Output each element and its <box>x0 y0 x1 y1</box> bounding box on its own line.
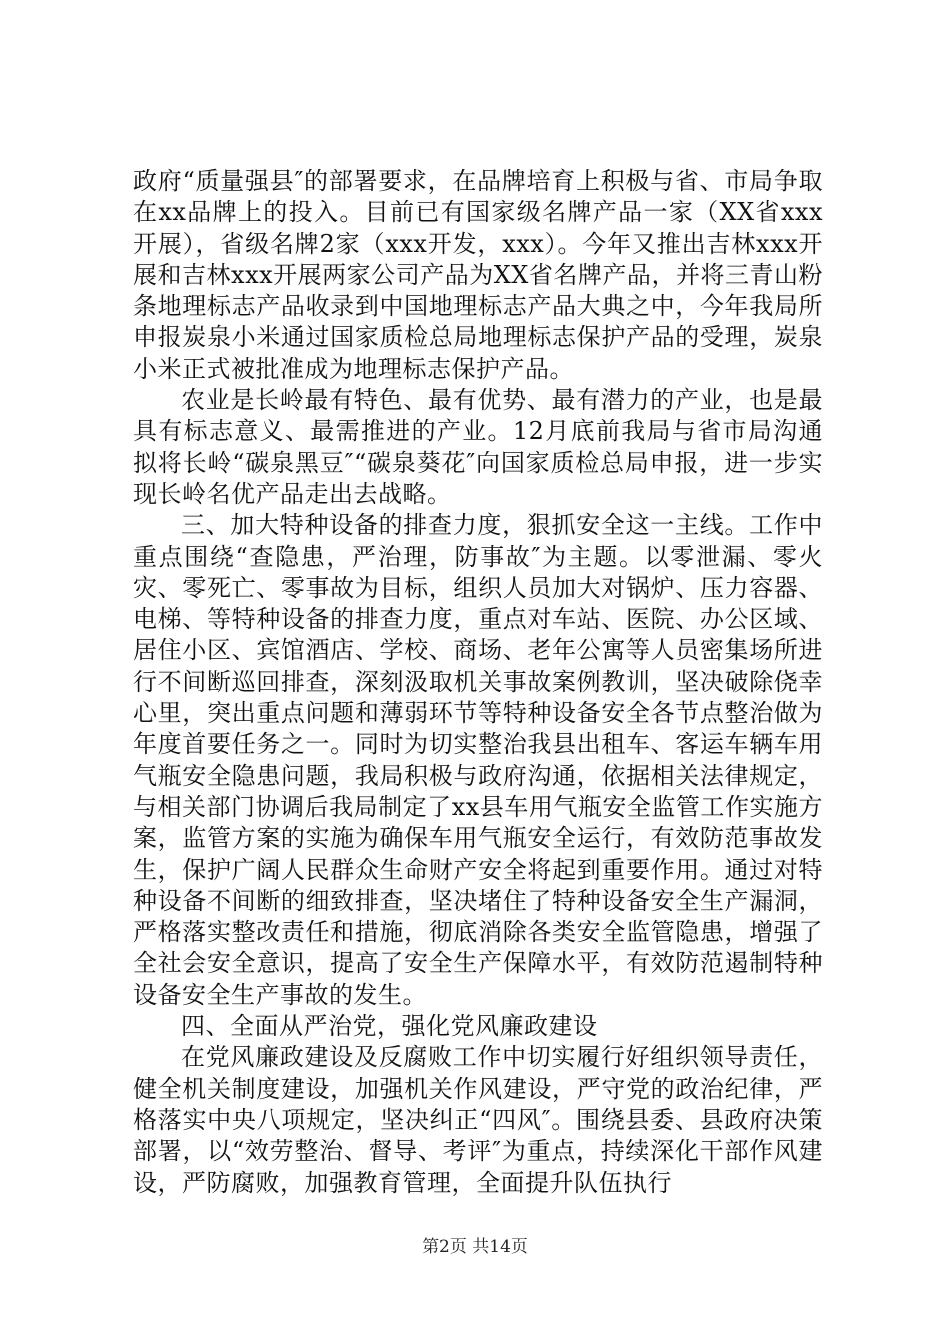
page-number-footer: 第2页 共14页 <box>422 1237 528 1257</box>
section-heading-party-building: 四、全面从严治党，强化党风廉政建设 <box>181 1012 598 1041</box>
paragraph-brand-cultivation: 政府“质量强县″的部署要求，在品牌培育上积极与省、市局争取在xx品牌上的投入。目前已有国家级名牌产品一家（XX省xxx开展），省级名牌2家（xxx开发，xxx）。今年又推出吉林xxx开展和吉林xxx开展两家公司产品为XX省名牌产品，并将三青山粉条地理标志产品收录到中国地理标志产品大典之中，今年我局所申报炭泉小米通过国家质检总局地理标志保护产品的受理，炭泉小米正式被批准成为地理标志保护产品。 <box>133 167 823 383</box>
paragraph-party-conduct: 在党风廉政建设及反腐败工作中切实履行好组织领导责任，健全机关制度建设，加强机关作风建设，严守党的政治纪律，严格落实中央八项规定，坚决纠正“四风″。围绕县委、县政府决策部署，以“效劳整治、督导、考评″为重点，持续深化干部作风建设，严防腐败，加强教育管理，全面提升队伍执行 <box>133 1043 823 1197</box>
paragraph-special-equipment: 三、加大特种设备的排查力度，狠抓安全这一主线。工作中重点围绕“查隐患，严治理，防事故″为主题。以零泄漏、零火灾、零死亡、零事故为目标，组织人员加大对锅炉、压力容器、电梯、等特种设备的排查力度，重点对车站、医院、办公区域、居住小区、宾馆酒店、学校、商场、老年公寓等人员密集场所进行不间断巡回排查，深刻汲取机关事故案例教训，坚决破除侥幸心里，突出重点问题和薄弱环节等特种设备安全各节点整治做为年度首要任务之一。同时为切实整治我县出租车、客运车辆车用气瓶安全隐患问题，我局积极与政府沟通，依据相关法律规定，与相关部门协调后我局制定了xx县车用气瓶安全监管工作实施方案，监管方案的实施为确保车用气瓶安全运行，有效防范事故发生，保护广阔人民群众生命财产安全将起到重要作用。通过对特种设备不间断的细致排查，坚决堵住了特种设备安全生产漏洞，严格落实整改责任和措施，彻底消除各类安全监管隐患，增强了全社会安全意识，提高了安全生产保障水平，有效防范遏制特种设备安全生产事故的发生。 <box>133 511 823 1009</box>
document-body <box>133 166 823 1199</box>
paragraph-agriculture: 农业是长岭最有特色、最有优势、最有潜力的产业，也是最具有标志意义、最需推进的产业。12月底前我局与省市局沟通拟将长岭“碳泉黑豆″“碳泉葵花″向国家质检总局申报，进一步实现长岭名优产品走出去战略。 <box>133 386 823 508</box>
